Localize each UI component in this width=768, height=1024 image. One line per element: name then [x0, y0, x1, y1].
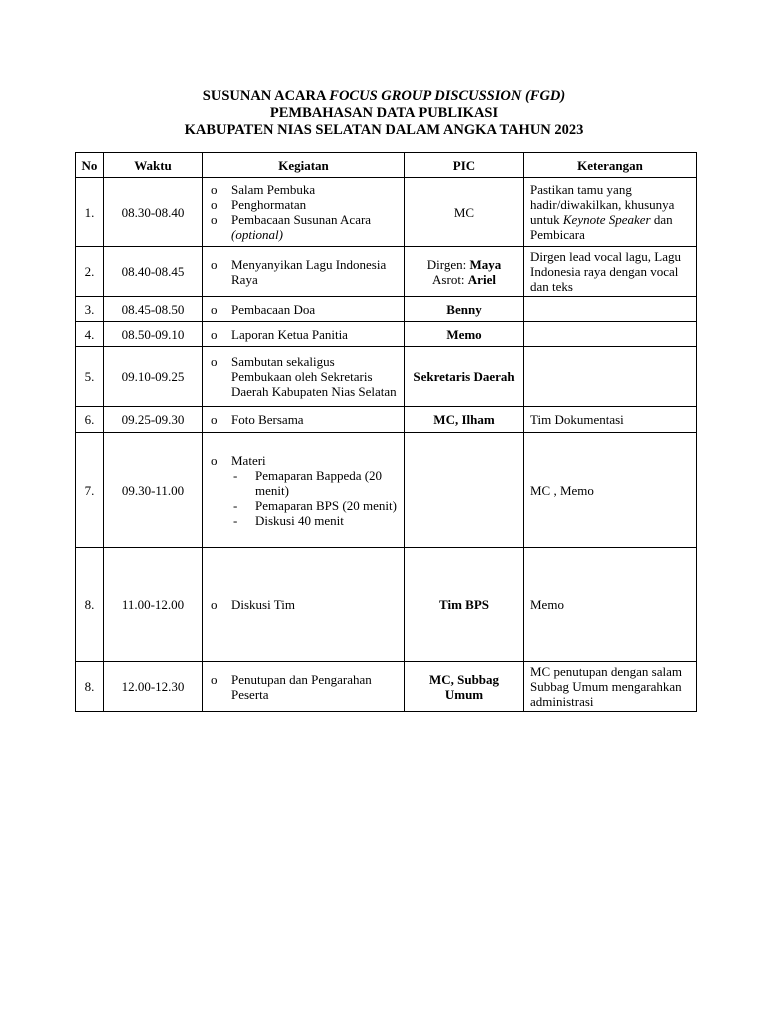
table-row: [76, 347, 697, 407]
cell-activity: [203, 407, 405, 433]
cell-note: [524, 178, 697, 247]
title-italic: FOCUS GROUP DISCUSSION (FGD): [329, 88, 566, 104]
cell-note: [524, 297, 697, 322]
cell-note: [524, 347, 697, 407]
document-title: [0, 88, 768, 139]
pic-name: Maya: [469, 256, 502, 272]
list-item: o Menyanyikan Lagu Indonesia Raya: [209, 257, 398, 287]
table-row: [76, 247, 697, 297]
sub-item: - Pemaparan BPS (20 menit): [231, 498, 398, 513]
cell-time: 09.30-11.00: [104, 433, 203, 548]
header-time: Waktu: [104, 153, 203, 178]
cell-time: 08.30-08.40: [104, 178, 203, 247]
activity-list: [209, 597, 398, 612]
cell-activity: [203, 247, 405, 297]
header-activity: Kegiatan: [203, 153, 405, 178]
list-item: o Pembacaan Doa: [209, 302, 398, 317]
cell-no: 3.: [76, 297, 104, 322]
pic-role: Dirgen:: [426, 256, 470, 272]
cell-pic: MC, Ilham: [405, 407, 524, 433]
table-row: [76, 322, 697, 347]
cell-no: 1.: [76, 178, 104, 247]
cell-pic: [405, 247, 524, 297]
table-row: [76, 433, 697, 548]
header-no: No: [76, 153, 104, 178]
cell-note: MC , Memo: [524, 433, 697, 548]
table-row: [76, 407, 697, 433]
cell-activity: [203, 548, 405, 662]
cell-no: 5.: [76, 347, 104, 407]
cell-time: 12.00-12.30: [104, 662, 203, 712]
activity-list: [209, 672, 398, 702]
title-line-3: KABUPATEN NIAS SELATAN DALAM ANGKA TAHUN 2023: [184, 122, 584, 138]
cell-pic: MC, Subbag Umum: [405, 662, 524, 712]
table-row: [76, 548, 697, 662]
cell-activity: [203, 347, 405, 407]
cell-pic: MC: [405, 178, 524, 247]
cell-pic: [405, 433, 524, 548]
activity-list: [209, 327, 398, 342]
cell-activity: [203, 322, 405, 347]
cell-no: 6.: [76, 407, 104, 433]
cell-time: 08.45-08.50: [104, 297, 203, 322]
table-row: [76, 297, 697, 322]
list-item: o Sambutan sekaligus Pembukaan oleh Sekretaris Daerah Kabupaten Nias Selatan: [209, 354, 398, 399]
cell-time: 08.50-09.10: [104, 322, 203, 347]
cell-activity: [203, 178, 405, 247]
cell-activity: [203, 433, 405, 548]
header-pic: PIC: [405, 153, 524, 178]
list-item: o Laporan Ketua Panitia: [209, 327, 398, 342]
pic-role: Asrot:: [432, 271, 468, 287]
activity-list: [209, 354, 398, 399]
pic-name: Ariel: [467, 271, 496, 287]
cell-time: 11.00-12.00: [104, 548, 203, 662]
cell-note: [524, 322, 697, 347]
cell-no: 8.: [76, 548, 104, 662]
cell-no: 4.: [76, 322, 104, 347]
activity-list: [209, 412, 398, 427]
cell-time: 09.10-09.25: [104, 347, 203, 407]
list-item: o Penghormatan: [209, 197, 398, 212]
activity-text: Materi: [231, 452, 266, 468]
activity-text: Pembacaan Susunan Acara: [231, 212, 372, 227]
cell-pic: Tim BPS: [405, 548, 524, 662]
cell-note: MC penutupan dengan salam Subbag Umum mengarahkan administrasi: [524, 662, 697, 712]
activity-italic: (optional): [231, 227, 283, 242]
cell-note: Memo: [524, 548, 697, 662]
note-text: Pastikan tamu yang hadir/diwakilkan, khusunya untuk: [530, 182, 675, 227]
title-line-2: PEMBAHASAN DATA PUBLIKASI: [269, 105, 499, 121]
sub-item: - Diskusi 40 menit: [231, 513, 398, 528]
cell-pic: Memo: [405, 322, 524, 347]
cell-activity: [203, 297, 405, 322]
list-item: o Penutupan dan Pengarahan Peserta: [209, 672, 398, 702]
title-prefix: SUSUNAN ACARA: [202, 88, 330, 104]
cell-note: Tim Dokumentasi: [524, 407, 697, 433]
title-line-1: [0, 88, 768, 105]
note-italic: Keynote Speaker: [562, 212, 651, 227]
list-item: o Salam Pembuka: [209, 182, 398, 197]
cell-pic: Benny: [405, 297, 524, 322]
list-item: o Diskusi Tim: [209, 597, 398, 612]
activity-list: [209, 302, 398, 317]
cell-activity: [203, 662, 405, 712]
table-row: [76, 662, 697, 712]
cell-note: Dirgen lead vocal lagu, Lagu Indonesia raya dengan vocal dan teks: [524, 247, 697, 297]
cell-no: 2.: [76, 247, 104, 297]
cell-time: 09.25-09.30: [104, 407, 203, 433]
activity-list: [209, 182, 398, 242]
list-item: o Foto Bersama: [209, 412, 398, 427]
cell-no: 7.: [76, 433, 104, 548]
agenda-table: [75, 152, 697, 712]
header-note: Keterangan: [524, 153, 697, 178]
list-item: [209, 212, 398, 242]
list-item: [209, 453, 398, 528]
table-row: [76, 178, 697, 247]
table-header-row: [76, 153, 697, 178]
note-text-end: dan Pembicara: [530, 212, 673, 242]
activity-list: [209, 453, 398, 528]
cell-time: 08.40-08.45: [104, 247, 203, 297]
activity-list: [209, 257, 398, 287]
cell-pic: Sekretaris Daerah: [405, 347, 524, 407]
cell-no: 8.: [76, 662, 104, 712]
sub-item: - Pemaparan Bappeda (20 menit): [231, 468, 398, 498]
sub-list: [231, 468, 398, 528]
